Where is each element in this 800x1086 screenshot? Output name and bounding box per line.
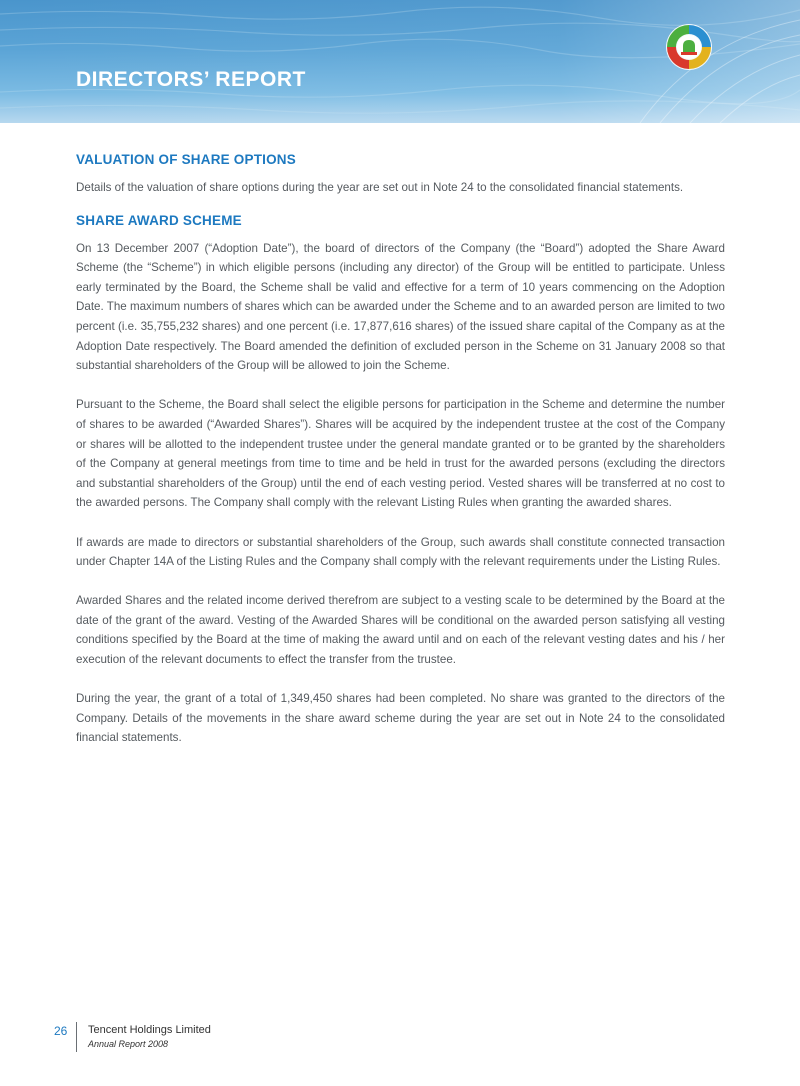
- company-name: Tencent Holdings Limited: [88, 1024, 211, 1036]
- paragraph: Awarded Shares and the related income derived therefrom are subject to a vesting scale to be determined by the Board at the date of the grant of the award. Vesting of the Awarded Shares will be conditional on the awarded person satisfying all vesting conditions specified by the Board at the time of making the award until and on each of the relevant vesting dates and his / her execution of the relevant documents to effect the transfer from the trustee.: [76, 594, 725, 667]
- tencent-logo-icon: [664, 22, 714, 72]
- paragraph: Pursuant to the Scheme, the Board shall select the eligible persons for participation in the Scheme and determine the number of shares to be awarded (“Awarded Shares”). Shares will be acquired by the independent trustee at the cost of the Company or shares will be allotted to the independent trustee under the general mandate granted or to be granted by the shareholders of the Company at general meetings from time to time and be held in trust for the awarded persons (excluding the directors and substantial shareholders of the Group) until the end of each vesting period. Vested shares will be transferred at no cost to the awarded persons. The Company shall comply with the relevant Listing Rules when granting the awarded shares.: [76, 398, 725, 510]
- page-title: DIRECTORS’ REPORT: [76, 68, 306, 91]
- section-heading: SHARE AWARD SCHEME: [76, 212, 242, 228]
- header-banner: [0, 0, 800, 123]
- paragraph: If awards are made to directors or substantial shareholders of the Group, such awards shall constitute connected transaction under Chapter 14A of the Listing Rules and the Company shall comply with the relevant requirements under the Listing Rules.: [76, 535, 725, 569]
- section-valuation-of-share-options: [76, 152, 725, 198]
- paragraph: During the year, the grant of a total of 1,349,450 shares had been completed. No share was granted to the directors of the Company. Details of the movements in the share award scheme during the year are set out in Note 24 to the consolidated financial statements.: [76, 692, 725, 745]
- report-name: Annual Report 2008: [88, 1039, 169, 1049]
- page-number: 26: [54, 1024, 68, 1038]
- section-share-award-scheme: [76, 213, 725, 748]
- section-heading: VALUATION OF SHARE OPTIONS: [76, 152, 296, 167]
- footer-divider: [76, 1022, 77, 1052]
- paragraph: Details of the valuation of share options during the year are set out in Note 24 to the consolidated financial statements.: [76, 181, 684, 194]
- report-content: [76, 152, 725, 768]
- paragraph: On 13 December 2007 (“Adoption Date”), the board of directors of the Company (the “Board”) adopted the Share Award Scheme (the “Scheme”) in which eligible persons (including any director) of the Group will be entitled to participate. Unless early terminated by the Board, the Scheme shall be valid and effective for a term of 10 years commencing on the Adoption Date. The maximum numbers of shares which can be awarded under the Scheme and to an awarded person are limited to two percent (i.e. 35,755,232 shares) and one percent (i.e. 17,877,616 shares) of the issued share capital of the Company as at the Adoption Date respectively. The Board amended the definition of excluded person in the Scheme on 31 January 2008 so that substantial shareholders of the Group will be allowed to join the Scheme.: [76, 241, 725, 373]
